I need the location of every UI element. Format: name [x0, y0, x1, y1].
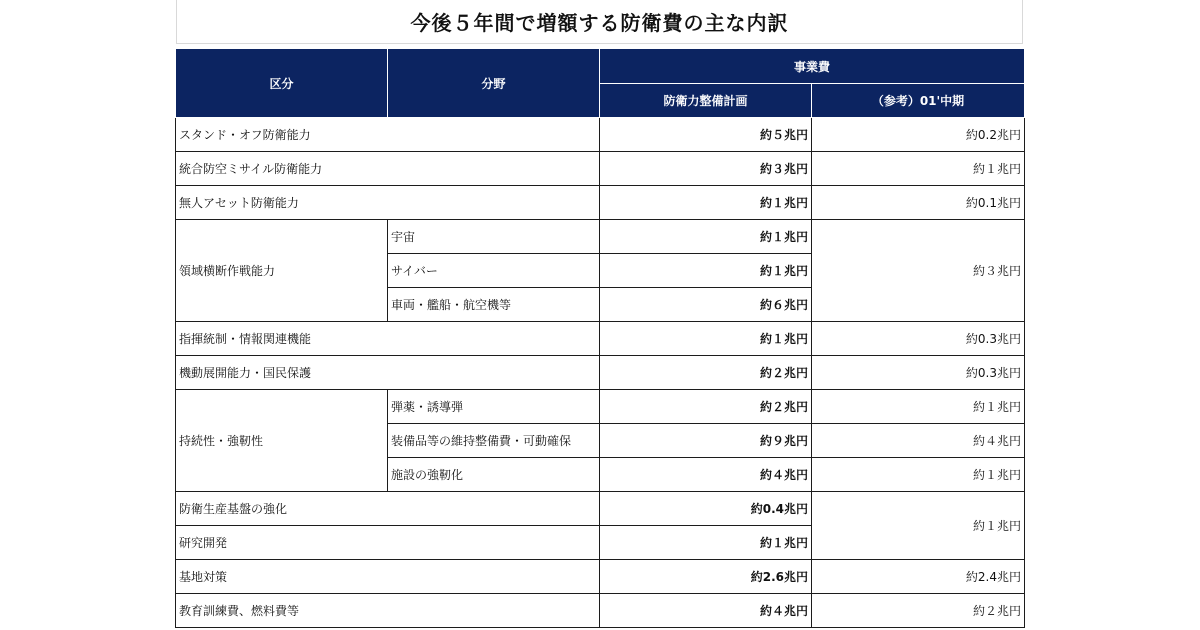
- reference-cost: 約４兆円: [812, 424, 1025, 458]
- plan-cost: 約４兆円: [600, 458, 812, 492]
- plan-cost: 約５兆円: [600, 118, 812, 152]
- header-plan: 防衛力整備計画: [600, 84, 812, 118]
- table-row: [176, 390, 1025, 424]
- table-row: [176, 560, 1025, 594]
- plan-cost: 約１兆円: [600, 526, 812, 560]
- reference-cost: 約１兆円: [812, 492, 1025, 560]
- row-category: 無人アセット防衛能力: [176, 186, 600, 220]
- row-category: 領域横断作戦能力: [176, 220, 388, 322]
- reference-cost: 約0.1兆円: [812, 186, 1025, 220]
- plan-cost: 約３兆円: [600, 152, 812, 186]
- row-category: 指揮統制・情報関連機能: [176, 322, 600, 356]
- table-row: [176, 220, 1025, 254]
- plan-cost: 約2.6兆円: [600, 560, 812, 594]
- row-category: 基地対策: [176, 560, 600, 594]
- reference-cost: 約１兆円: [812, 390, 1025, 424]
- plan-cost: 約１兆円: [600, 254, 812, 288]
- plan-cost: 約２兆円: [600, 356, 812, 390]
- plan-cost: 約２兆円: [600, 390, 812, 424]
- row-field: 宇宙: [388, 220, 600, 254]
- row-category: 防衛生産基盤の強化: [176, 492, 600, 526]
- row-category: 統合防空ミサイル防衛能力: [176, 152, 600, 186]
- row-field: サイバー: [388, 254, 600, 288]
- table-row: [176, 594, 1025, 628]
- reference-cost: 約0.3兆円: [812, 356, 1025, 390]
- plan-cost: 約６兆円: [600, 288, 812, 322]
- defense-budget-table: [175, 48, 1025, 628]
- header-category: 区分: [176, 49, 388, 118]
- table-row: [176, 492, 1025, 526]
- plan-cost: 約0.4兆円: [600, 492, 812, 526]
- reference-cost: 約１兆円: [812, 152, 1025, 186]
- reference-cost: 約0.3兆円: [812, 322, 1025, 356]
- table-row: [176, 322, 1025, 356]
- reference-cost: 約１兆円: [812, 458, 1025, 492]
- reference-cost: 約2.4兆円: [812, 560, 1025, 594]
- header-ref: （参考）01'中期: [812, 84, 1025, 118]
- plan-cost: 約１兆円: [600, 220, 812, 254]
- reference-cost: 約0.2兆円: [812, 118, 1025, 152]
- row-field: 車両・艦船・航空機等: [388, 288, 600, 322]
- table-title: 今後５年間で増額する防衛費の主な内訳: [176, 0, 1023, 44]
- plan-cost: 約１兆円: [600, 322, 812, 356]
- reference-cost: 約３兆円: [812, 220, 1025, 322]
- table-row: [176, 152, 1025, 186]
- row-category: 持続性・強靭性: [176, 390, 388, 492]
- table-row: [176, 186, 1025, 220]
- plan-cost: 約１兆円: [600, 186, 812, 220]
- plan-cost: 約４兆円: [600, 594, 812, 628]
- header-cost: 事業費: [600, 49, 1025, 84]
- row-category: 教育訓練費、燃料費等: [176, 594, 600, 628]
- header-field: 分野: [388, 49, 600, 118]
- table-body: [176, 118, 1025, 628]
- row-field: 弾薬・誘導弾: [388, 390, 600, 424]
- reference-cost: 約２兆円: [812, 594, 1025, 628]
- row-category: 機動展開能力・国民保護: [176, 356, 600, 390]
- table-row: [176, 356, 1025, 390]
- row-field: 装備品等の維持整備費・可動確保: [388, 424, 600, 458]
- row-field: 施設の強靭化: [388, 458, 600, 492]
- row-category: スタンド・オフ防衛能力: [176, 118, 600, 152]
- table-row: [176, 118, 1025, 152]
- row-category: 研究開発: [176, 526, 600, 560]
- table-header: [176, 49, 1025, 118]
- plan-cost: 約９兆円: [600, 424, 812, 458]
